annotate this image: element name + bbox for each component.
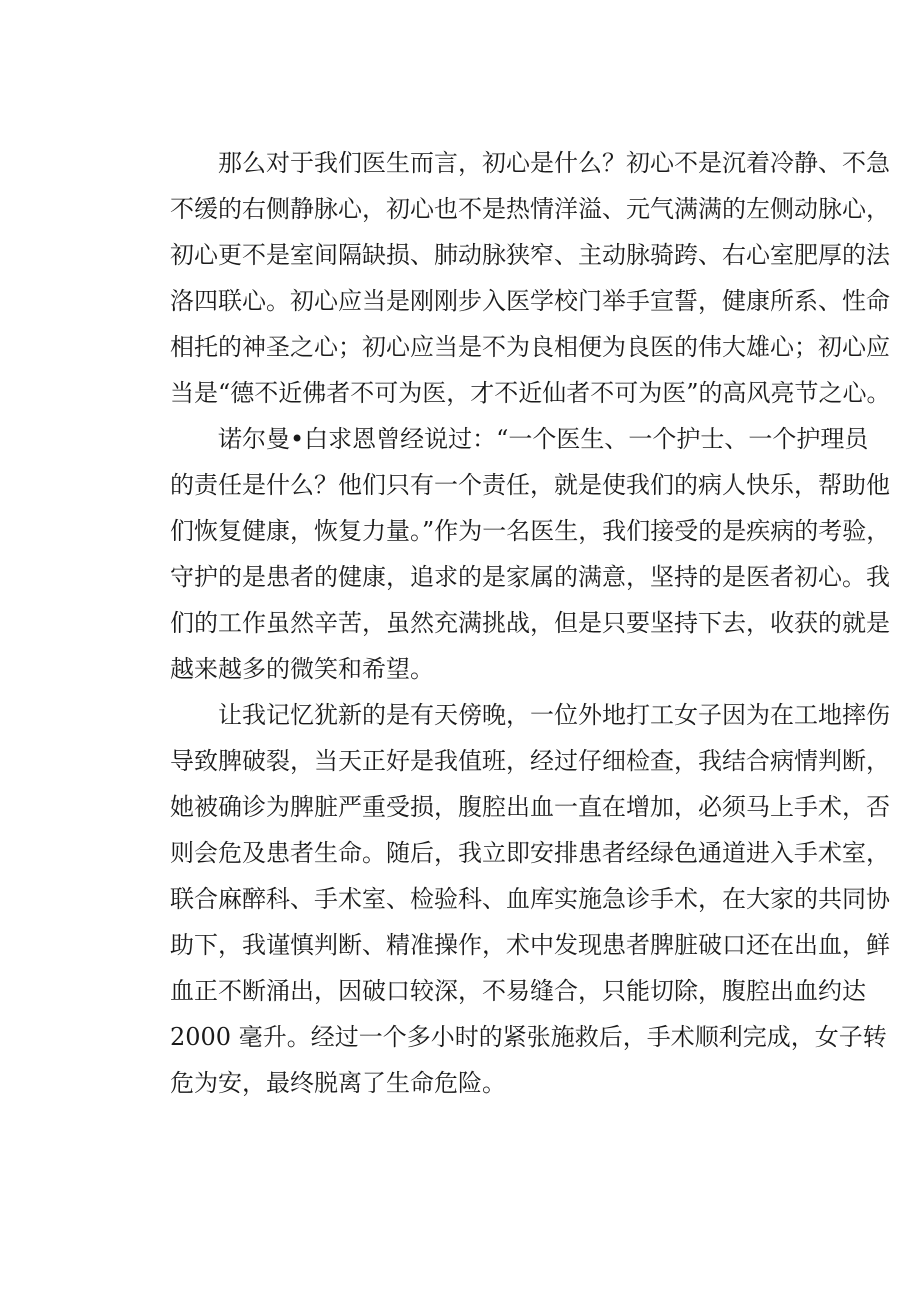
text-line: 则会危及患者生命。随后，我立即安排患者经绿色通道进入手术室， [170, 839, 890, 867]
text-line: 那么对于我们医生而言，初心是什么？初心不是沉着冷静、不急 [218, 149, 890, 177]
text-line: 诺尔曼•白求恩曾经说过：“一个医生、一个护士、一个护理员 [218, 425, 869, 453]
paragraph-2 [122, 416, 891, 692]
text-line: 导致脾破裂，当天正好是我值班，经过仔细检查，我结合病情判断， [170, 747, 890, 775]
paragraph-1 [122, 140, 891, 416]
text-line: 血正不断涌出，因破口较深，不易缝合，只能切除，腹腔出血约达 [170, 977, 866, 1005]
text-line: 洛四联心。初心应当是刚刚步入医学校门举手宣誓，健康所系、性命 [170, 287, 890, 315]
text-line: 助下，我谨慎判断、精准操作，术中发现患者脾脏破口还在出血，鲜 [170, 931, 890, 959]
text-line: 越来越多的微笑和希望。 [170, 655, 434, 683]
text-line: 守护的是患者的健康，追求的是家属的满意，坚持的是医者初心。我 [170, 563, 890, 591]
document-body [122, 140, 891, 1106]
paragraph-3 [122, 692, 890, 1106]
text-line: 当是“德不近佛者不可为医，才不近仙者不可为医”的高风亮节之心。 [170, 379, 891, 407]
text-line: 危为安，最终脱离了生命危险。 [170, 1069, 506, 1097]
text-line: 的责任是什么？他们只有一个责任，就是使我们的病人快乐，帮助他 [170, 471, 890, 499]
text-line: 让我记忆犹新的是有天傍晚，一位外地打工女子因为在工地摔伤 [218, 701, 890, 729]
text-line: 她被确诊为脾脏严重受损，腹腔出血一直在增加，必须马上手术，否 [170, 793, 890, 821]
text-line: 们恢复健康，恢复力量。”作为一名医生，我们接受的是疾病的考验， [170, 517, 891, 545]
text-line: 初心更不是室间隔缺损、肺动脉狭窄、主动脉骑跨、右心室肥厚的法 [170, 241, 890, 269]
text-line: 们的工作虽然辛苦，虽然充满挑战，但是只要坚持下去，收获的就是 [170, 609, 890, 637]
text-line: 不缓的右侧静脉心，初心也不是热情洋溢、元气满满的左侧动脉心， [170, 195, 890, 223]
text-line: 相托的神圣之心；初心应当是不为良相便为良医的伟大雄心；初心应 [170, 333, 890, 361]
text-line: 联合麻醉科、手术室、检验科、血库实施急诊手术，在大家的共同协 [170, 885, 890, 913]
text-line: 2000 毫升。经过一个多小时的紧张施救后，手术顺利完成，女子转 [170, 1023, 887, 1051]
